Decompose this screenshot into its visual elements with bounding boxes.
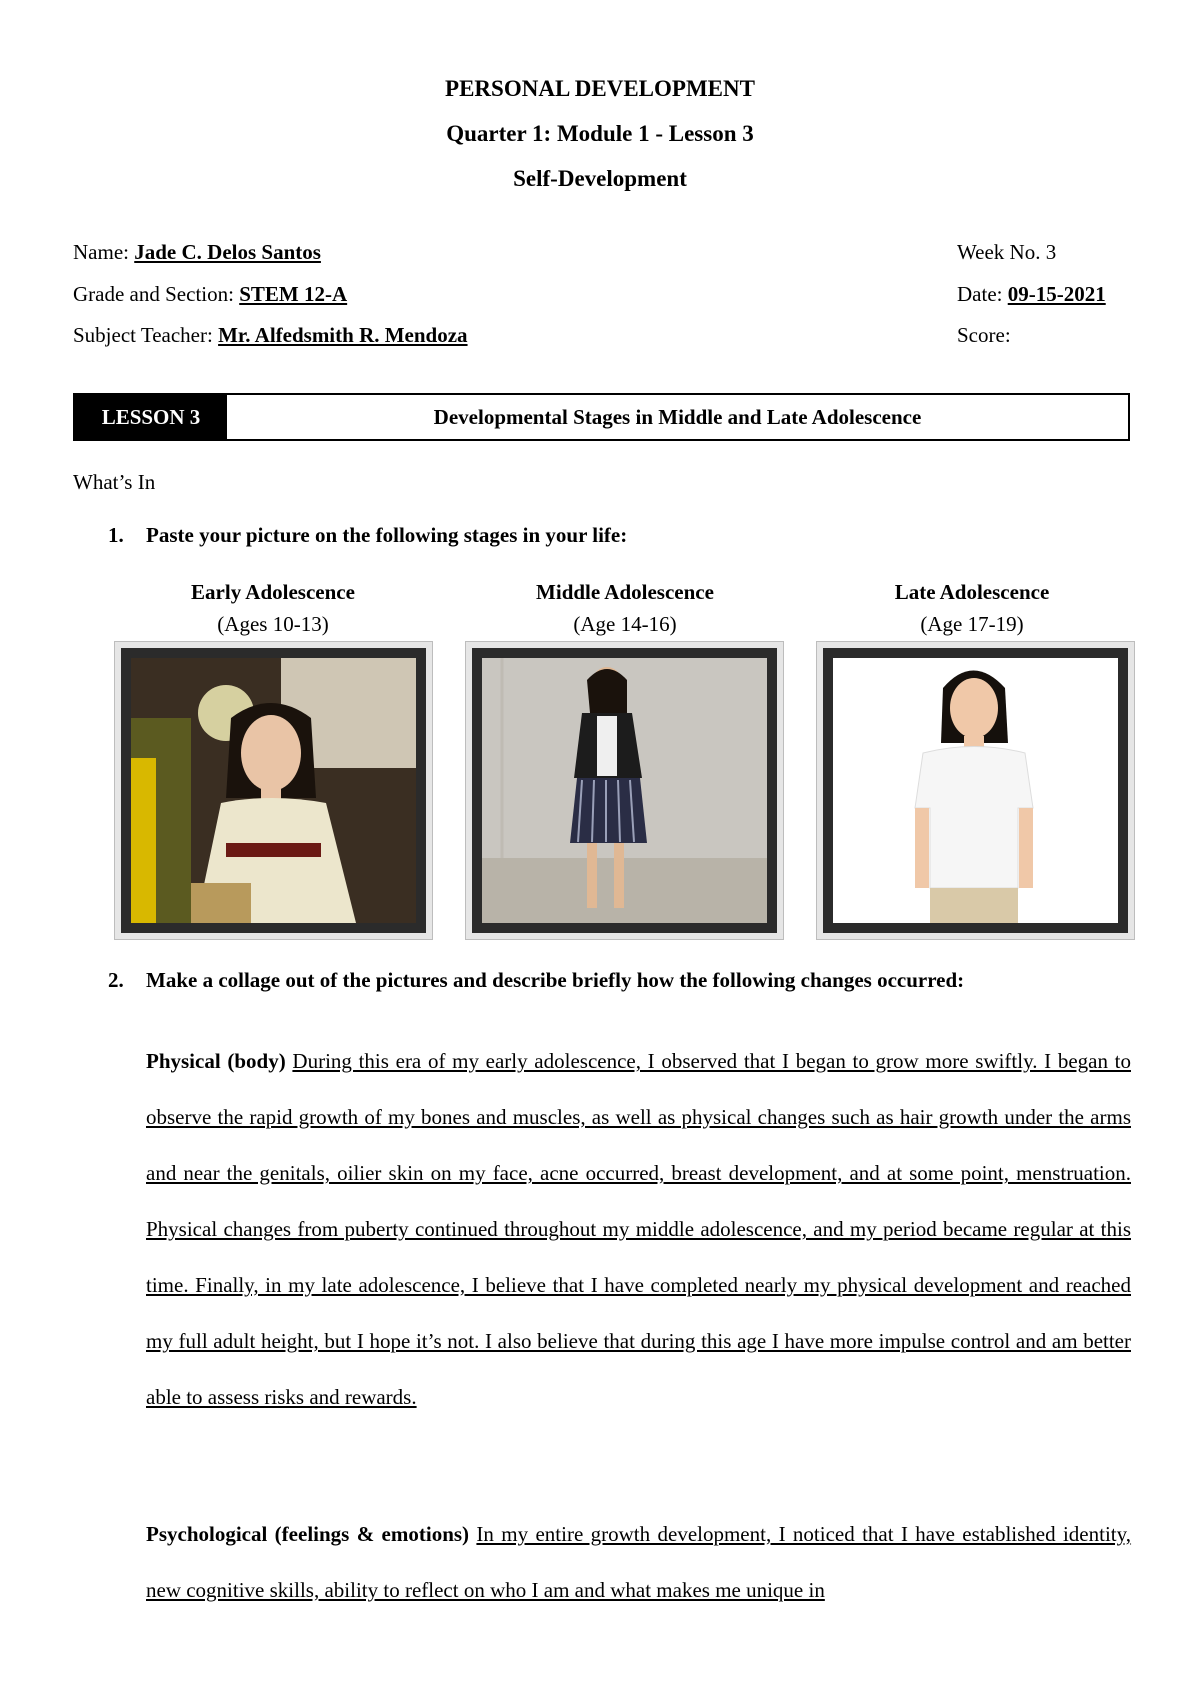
item-2-text: Make a collage out of the pictures and describe briefly how the following changes occurred: xyxy=(146,968,965,992)
girl-in-white-shirt-image xyxy=(833,658,1118,923)
photo-early-adolescence xyxy=(121,648,426,933)
teacher-label: Subject Teacher: xyxy=(73,323,213,347)
psychological-label: Psychological (feelings & emotions) xyxy=(146,1522,470,1546)
name-field xyxy=(73,240,321,265)
name-label: Name: xyxy=(73,240,129,264)
item-1-text: Paste your picture on the following stages in your life: xyxy=(146,523,628,547)
stage-title: Early Adolescence xyxy=(191,580,355,604)
physical-answer xyxy=(146,1033,1131,1425)
document-module: Quarter 1: Module 1 - Lesson 3 xyxy=(446,121,754,146)
item-2-number: 2. xyxy=(108,968,124,992)
stage-caption-early xyxy=(113,576,433,640)
lesson-title: Developmental Stages in Middle and Late Adolescence xyxy=(433,404,922,429)
document-subject: PERSONAL DEVELOPMENT xyxy=(445,76,755,101)
teacher-field xyxy=(73,323,468,348)
stage-ages: (Age 14-16) xyxy=(573,612,677,636)
lesson-tag: LESSON 3 xyxy=(75,395,227,439)
item-1-number: 1. xyxy=(108,523,124,547)
psychological-text: In my entire growth development, I noticed that I have established identity, new cognitive skills, ability to reflect on who I am and what makes me unique in xyxy=(146,1522,1132,1602)
psychological-answer xyxy=(146,1506,1131,1618)
date-field xyxy=(957,282,1106,307)
stage-title: Middle Adolescence xyxy=(536,580,714,604)
date-value: 09-15-2021 xyxy=(1007,282,1106,306)
physical-label: Physical (body) xyxy=(146,1049,286,1073)
document-topic: Self-Development xyxy=(513,166,687,191)
score-field: Score: xyxy=(957,323,1011,347)
date-label: Date: xyxy=(957,282,1003,306)
teacher-value: Mr. Alfedsmith R. Mendoza xyxy=(218,323,468,347)
stage-caption-middle xyxy=(465,576,785,640)
stage-ages: (Age 17-19) xyxy=(920,612,1024,636)
stage-caption-late xyxy=(812,576,1132,640)
photo-late-adolescence xyxy=(823,648,1128,933)
girl-in-yellow-dress-image xyxy=(131,658,416,923)
lesson-banner xyxy=(73,393,1130,441)
grade-value: STEM 12-A xyxy=(239,282,348,306)
stage-title: Late Adolescence xyxy=(894,580,1050,604)
section-title: What’s In xyxy=(73,470,156,494)
grade-label: Grade and Section: xyxy=(73,282,234,306)
girl-in-striped-skirt-image xyxy=(482,658,767,923)
name-value: Jade C. Delos Santos xyxy=(134,240,321,264)
physical-text: During this era of my early adolescence, I observed that I began to grow more swiftly. I began to observe the rapid growth of my bones and muscles, as well as physical changes such as hair growth under the arms and near the genitals, oilier skin on my face, acne occurred, breast development, and at some point, menstruation. Physical changes from puberty continued throughout my middle adolescence, and my period became regular at this time. Finally, in my late adolescence, I believe that I have completed nearly my physical development and reached my full adult height, but I hope it’s not. I also believe that during this age I have more impulse control and am better able to assess risks and rewards. xyxy=(146,1049,1131,1409)
photo-middle-adolescence xyxy=(472,648,777,933)
stage-ages: (Ages 10-13) xyxy=(217,612,329,636)
week-field: Week No. 3 xyxy=(957,240,1057,264)
grade-field xyxy=(73,282,347,307)
